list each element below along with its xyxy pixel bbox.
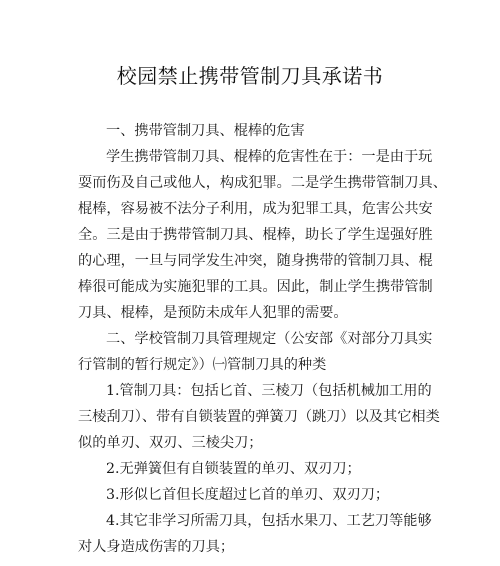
list-item-4-cont: 对人身造成伤害的刀具； bbox=[78, 539, 235, 555]
list-item-1: 1.管制刀具：包括匕首、三棱刀（包括机械加工用的 bbox=[106, 383, 432, 399]
list-item-1-cont: 三棱刮刀）、带有自锁装置的弹簧刀（跳刀）以及其它相类 bbox=[78, 409, 440, 425]
paragraph-line: 耍而伤及自己或他人，构成犯罪。二是学生携带管制刀具、 bbox=[78, 175, 447, 191]
list-item-2: 2.无弹簧但有自锁装置的单刃、双刃刀； bbox=[106, 461, 361, 477]
section-heading-rules-cont: 行管制的暂行规定》）㈠管制刀具的种类 bbox=[78, 357, 327, 373]
section-heading-hazards: 一、携带管制刀具、棍棒的危害 bbox=[106, 123, 305, 139]
document-body bbox=[78, 112, 447, 560]
paragraph-line: 棍棒，容易被不法分子利用，成为犯罪工具，危害公共安 bbox=[78, 201, 433, 217]
section-heading-rules: 二、学校管制刀具管理规定（公安部《对部分刀具实 bbox=[106, 331, 433, 347]
paragraph-line: 全。三是由于携带管制刀具、棍棒，助长了学生逞强好胜 bbox=[78, 227, 433, 243]
paragraph-line: 学生携带管制刀具、棍棒的危害性在于：一是由于玩 bbox=[106, 149, 433, 165]
list-item-3: 3.形似匕首但长度超过匕首的单刃、双刃刀； bbox=[106, 487, 390, 503]
list-item-4: 4.其它非学习所需刀具，包括水果刀、工艺刀等能够 bbox=[106, 513, 432, 529]
paragraph-line: 刀具、棍棒，是预防未成年人犯罪的需要。 bbox=[78, 305, 348, 321]
paragraph-line: 的心理，一旦与同学发生冲突，随身携带的管制刀具、棍 bbox=[78, 253, 433, 269]
list-item-1-cont: 似的单刃、双刃、三棱尖刀； bbox=[78, 435, 263, 451]
paragraph-line: 棒很可能成为实施犯罪的工具。因此，制止学生携带管制 bbox=[78, 279, 433, 295]
document-title: 校园禁止携带管制刀具承诺书 bbox=[116, 64, 384, 88]
